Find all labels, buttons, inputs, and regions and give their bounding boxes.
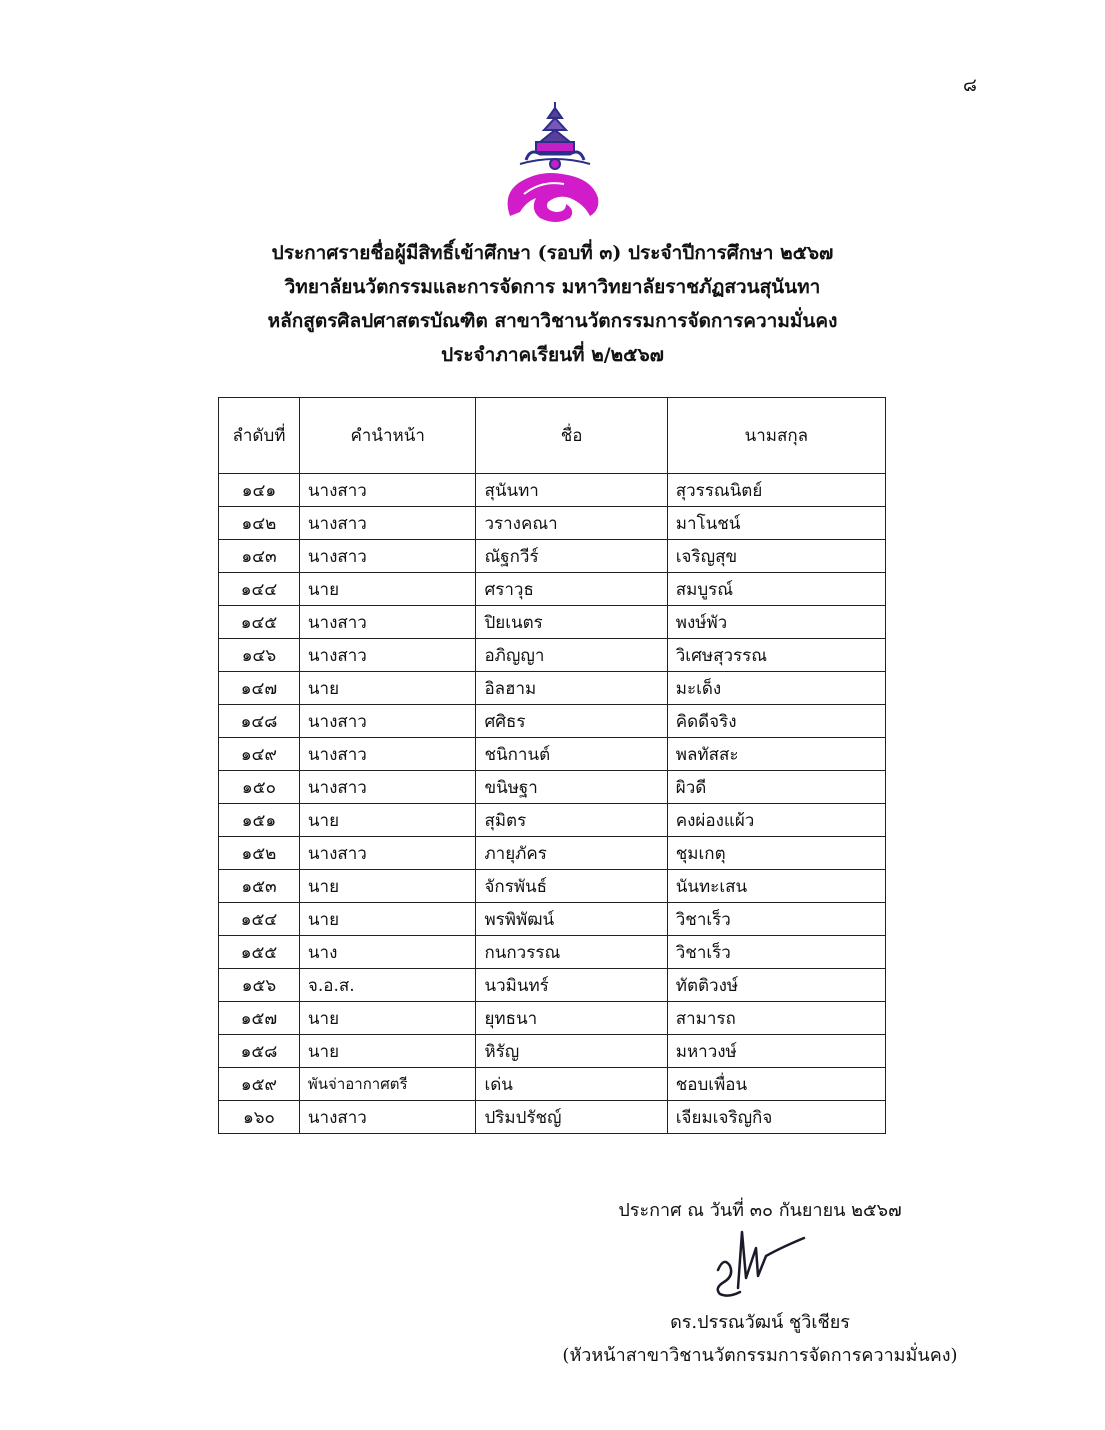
cell-prefix: นาย <box>299 870 476 903</box>
cell-order: ๑๔๒ <box>219 507 300 540</box>
announcement-date: ประกาศ ณ วันที่ ๓๐ กันยายน ๒๕๖๗ <box>618 1200 902 1221</box>
table-row <box>219 903 886 936</box>
cell-order: ๑๕๑ <box>219 804 300 837</box>
cell-order: ๑๕๖ <box>219 969 300 1002</box>
table-row <box>219 540 886 573</box>
cell-order: ๑๕๐ <box>219 771 300 804</box>
cell-first-name: จักรพันธ์ <box>476 870 667 903</box>
cell-first-name: ปริมปรัชญ์ <box>476 1101 667 1134</box>
cell-order: ๑๔๑ <box>219 474 300 507</box>
cell-order: ๑๔๖ <box>219 639 300 672</box>
cell-first-name: ขนิษฐา <box>476 771 667 804</box>
cell-order: ๑๕๕ <box>219 936 300 969</box>
table-row <box>219 705 886 738</box>
cell-first-name: วรางคณา <box>476 507 667 540</box>
cell-prefix: นาย <box>299 1002 476 1035</box>
table-row <box>219 573 886 606</box>
cell-last-name: วิชาเร็ว <box>667 936 885 969</box>
cell-first-name: สุนันทา <box>476 474 667 507</box>
table-row <box>219 870 886 903</box>
cell-prefix: นางสาว <box>299 1101 476 1134</box>
table-header-row <box>219 398 886 474</box>
heading-line-2: วิทยาลัยนวัตกรรมและการจัดการ มหาวิทยาลัยราชภัฏสวนสุนันทา <box>284 276 821 298</box>
cell-last-name: สุวรรณนิตย์ <box>667 474 885 507</box>
cell-last-name: มหาวงษ์ <box>667 1035 885 1068</box>
table-row <box>219 738 886 771</box>
table-row <box>219 606 886 639</box>
cell-last-name: ผิวดี <box>667 771 885 804</box>
cell-order: ๑๕๒ <box>219 837 300 870</box>
cell-last-name: คิดดีจริง <box>667 705 885 738</box>
cell-first-name: สุมิตร <box>476 804 667 837</box>
cell-last-name: พงษ์พัว <box>667 606 885 639</box>
cell-prefix: นาย <box>299 672 476 705</box>
cell-first-name: หิรัญ <box>476 1035 667 1068</box>
cell-first-name: ชนิกานต์ <box>476 738 667 771</box>
cell-last-name: ชุมเกตุ <box>667 837 885 870</box>
signature-icon <box>700 1218 820 1303</box>
cell-order: ๑๕๙ <box>219 1068 300 1101</box>
cell-prefix: นางสาว <box>299 639 476 672</box>
cell-prefix: นางสาว <box>299 474 476 507</box>
student-roster-table <box>218 397 886 1134</box>
heading-line-4: ประจำภาคเรียนที่ ๒/๒๕๖๗ <box>441 344 664 366</box>
cell-last-name: นันทะเสน <box>667 870 885 903</box>
cell-first-name: ยุทธนา <box>476 1002 667 1035</box>
cell-last-name: สมบูรณ์ <box>667 573 885 606</box>
table-row <box>219 1101 886 1134</box>
cell-last-name: เจริญสุข <box>667 540 885 573</box>
table-row <box>219 804 886 837</box>
cell-first-name: ปิยเนตร <box>476 606 667 639</box>
cell-first-name: กนกวรรณ <box>476 936 667 969</box>
cell-order: ๑๖๐ <box>219 1101 300 1134</box>
cell-first-name: ภายุภัคร <box>476 837 667 870</box>
table-row <box>219 1002 886 1035</box>
cell-first-name: ศราวุธ <box>476 573 667 606</box>
page-number: ๘ <box>963 75 977 96</box>
cell-prefix: นาย <box>299 573 476 606</box>
cell-first-name: นวมินทร์ <box>476 969 667 1002</box>
header-order: ลำดับที่ <box>219 398 300 474</box>
cell-order: ๑๕๗ <box>219 1002 300 1035</box>
signer-name: ดร.ปรรณวัฒน์ ชูวิเชียร <box>670 1312 850 1333</box>
cell-order: ๑๕๔ <box>219 903 300 936</box>
cell-order: ๑๔๓ <box>219 540 300 573</box>
cell-last-name: คงผ่องแผ้ว <box>667 804 885 837</box>
table-row <box>219 936 886 969</box>
cell-prefix: พันจ่าอากาศตรี <box>299 1068 476 1101</box>
cell-order: ๑๕๓ <box>219 870 300 903</box>
university-seal-icon <box>500 98 610 226</box>
cell-order: ๑๔๕ <box>219 606 300 639</box>
cell-prefix: นางสาว <box>299 507 476 540</box>
cell-order: ๑๕๘ <box>219 1035 300 1068</box>
signer-title: (หัวหน้าสาขาวิชานวัตกรรมการจัดการความมั่นคง) <box>562 1345 958 1366</box>
cell-order: ๑๔๗ <box>219 672 300 705</box>
cell-last-name: วิเศษสุวรรณ <box>667 639 885 672</box>
cell-first-name: ณัฐกวีร์ <box>476 540 667 573</box>
announcement-heading <box>0 236 1105 372</box>
cell-order: ๑๔๙ <box>219 738 300 771</box>
cell-prefix: นางสาว <box>299 606 476 639</box>
table-body <box>219 474 886 1134</box>
cell-last-name: มะเด็ง <box>667 672 885 705</box>
header-last-name: นามสกุล <box>667 398 885 474</box>
cell-prefix: นาย <box>299 903 476 936</box>
cell-first-name: อภิญญา <box>476 639 667 672</box>
cell-first-name: เด่น <box>476 1068 667 1101</box>
cell-last-name: สามารถ <box>667 1002 885 1035</box>
cell-prefix: นาง <box>299 936 476 969</box>
cell-prefix: จ.อ.ส. <box>299 969 476 1002</box>
cell-order: ๑๔๘ <box>219 705 300 738</box>
table-row <box>219 771 886 804</box>
header-prefix: คำนำหน้า <box>299 398 476 474</box>
cell-prefix: นาย <box>299 804 476 837</box>
cell-last-name: วิชาเร็ว <box>667 903 885 936</box>
cell-last-name: พลทัสสะ <box>667 738 885 771</box>
table-row <box>219 837 886 870</box>
table-row <box>219 672 886 705</box>
heading-line-3: หลักสูตรศิลปศาสตรบัณฑิต สาขาวิชานวัตกรรมการจัดการความมั่นคง <box>267 310 838 332</box>
cell-prefix: นาย <box>299 1035 476 1068</box>
cell-last-name: เจียมเจริญกิจ <box>667 1101 885 1134</box>
cell-first-name: อิลฮาม <box>476 672 667 705</box>
cell-prefix: นางสาว <box>299 837 476 870</box>
cell-prefix: นางสาว <box>299 705 476 738</box>
cell-prefix: นางสาว <box>299 738 476 771</box>
table-row <box>219 1035 886 1068</box>
table-row <box>219 1068 886 1101</box>
cell-last-name: มาโนชน์ <box>667 507 885 540</box>
cell-first-name: ศศิธร <box>476 705 667 738</box>
cell-prefix: นางสาว <box>299 771 476 804</box>
cell-first-name: พรพิพัฒน์ <box>476 903 667 936</box>
cell-last-name: ทัตติวงษ์ <box>667 969 885 1002</box>
cell-last-name: ชอบเพื่อน <box>667 1068 885 1101</box>
header-first-name: ชื่อ <box>476 398 667 474</box>
cell-order: ๑๔๔ <box>219 573 300 606</box>
table-row <box>219 969 886 1002</box>
cell-prefix: นางสาว <box>299 540 476 573</box>
table-row <box>219 474 886 507</box>
heading-line-1: ประกาศรายชื่อผู้มีสิทธิ์เข้าศึกษา (รอบที่ ๓) ประจำปีการศึกษา ๒๕๖๗ <box>271 242 834 264</box>
table-row <box>219 639 886 672</box>
table-row <box>219 507 886 540</box>
